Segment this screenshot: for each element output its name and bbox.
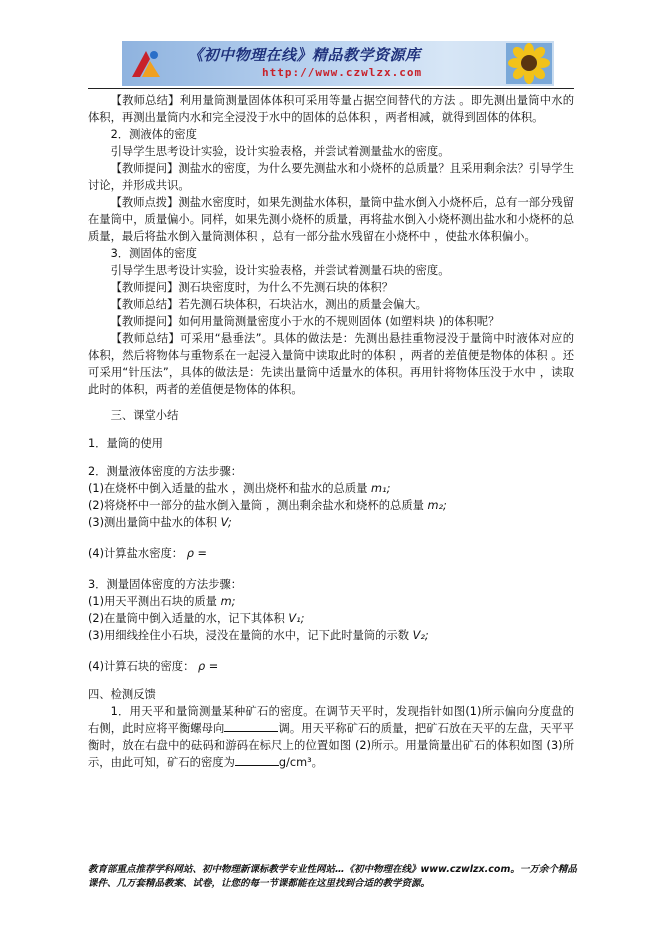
section-heading: 2．测液体的密度 [110,128,197,141]
symbol-v2: V₂; [412,629,429,642]
site-banner [122,41,554,86]
section-heading: 3．测固体的密度 [110,247,197,260]
banner-title: 《初中物理在线》精品教学资源库 [188,46,421,64]
summary-item: 3．测量固体密度的方法步骤： [88,578,243,591]
summary-item: 2．测量液体密度的方法步骤： [88,465,243,478]
step-line: (3)测出量筒中盐水的体积 V; [88,516,232,529]
symbol-m1: m₁; [371,482,391,495]
paragraph: 【教师提问】测石块密度时，为什么不先测石块的体积？ [110,281,394,294]
banner-url[interactable]: http://www.czwlzx.com [262,66,423,79]
paragraph: 【教师提问】如何用量筒测量密度小于水的不规则固体 (如塑料块 )的体积呢？ [110,315,500,328]
symbol-v: V; [220,516,232,529]
symbol-m: m; [220,595,236,608]
header-rule [88,88,574,89]
step-line: (1)用天平测出石块的质量 m; [88,595,236,608]
paragraph: 引导学生思考设计实验，设计实验表格，并尝试着测量石块的密度。 [110,264,450,277]
symbol-rho: ρ = [186,547,207,560]
paragraph: 【教师总结】利用量筒测量固体体积可采用等量占据空间替代的方法 。即先测出量筒中水的体积，再测出量筒内水和完全浸没于水中的固体的总体积 ，两者相减，就得到固体的体积。 [88,94,574,124]
step-line: (4)计算石块的密度： ρ = [88,660,219,673]
symbol-v1: V₁; [288,612,305,625]
document-body [88,92,574,771]
step-line: (2)将烧杯中一部分的盐水倒入量筒 ，测出剩余盐水和烧杯的总质量 m₂; [88,499,447,512]
paragraph: 引导学生思考设计实验，设计实验表格，并尝试着测量盐水的密度。 [110,145,450,158]
step-line: (3)用细线拴住小石块，浸没在量筒的水中，记下此时量筒的示数 V₂; [88,629,429,642]
paragraph: 【教师点拨】测盐水密度时，如果先测盐水体积，量筒中盐水倒入小烧杯后，总有一部分残留在量筒中，质量偏小。同样，如果先测小烧杯的质量，再将盐水倒入小烧杯测出盐水和小烧杯的总质量，最后将盐水倒入量筒测体积 ，总有一部分盐水残留在小烧杯中 ，使盐水体积偏小。 [88,196,574,243]
symbol-rho: ρ = [197,660,219,673]
paragraph: 【教师总结】可采用“悬垂法”。具体的做法是：先测出悬挂重物浸没于量筒中时液体对应的体积，然后将物体与重物系在一起浸入量筒中读取此时的体积 ，两者的差值便是物体的体积 。还可采用“针压法”，具体的做法是：先读出量筒中适量水的体积。再用针将物体压没于水中 ，读取此时的体积，两者的差值便是物体的体积。 [88,332,574,396]
section-heading: 四、检测反馈 [88,688,156,701]
page-footer: 教育部重点推荐学科网站、初中物理新课标教学专业性网站…《初中物理在线》www.czwlzx.com。一万余个精品课件、几万套精品教案、试卷，让您的每一节课都能在这里找到合适的教学资源。 [88,864,577,889]
step-line: (2)在量筒中倒入适量的水，记下其体积 V₁; [88,612,305,625]
answer-blank[interactable] [224,720,278,732]
summary-item: 1．量筒的使用 [88,437,163,450]
paragraph: 【教师提问】测盐水的密度，为什么要先测盐水和小烧杯的总质量？且采用剩余法？引导学生讨论，并形成共识。 [88,162,574,192]
section-heading: 三、课堂小结 [110,409,179,422]
answer-blank[interactable] [235,754,279,766]
paragraph: 【教师总结】若先测石块体积，石块沾水，测出的质量会偏大。 [110,298,427,311]
step-line: (4)计算盐水密度： ρ = [88,547,207,560]
question: 1．用天平和量筒测量某种矿石的密度。在调节天平时，发现指针如图(1)所示偏向分度盘的右侧，此时应将平衡螺母向 调。用天平称矿石的质量，把矿石放在天平的左盘，天平平衡时，放在右盘中的砝码和游码在标尺上的位置如图 (2)所示。用量筒量出矿石的体积如图 (3)所示，由此可知，矿石的密度为 g/cm³。 [88,705,574,769]
site-logo-icon [128,45,164,81]
symbol-m2: m₂; [427,499,447,512]
step-line: (1)在烧杯中倒入适量的盐水 ，测出烧杯和盐水的总质量 m₁; [88,482,391,495]
sunflower-icon [506,43,552,84]
